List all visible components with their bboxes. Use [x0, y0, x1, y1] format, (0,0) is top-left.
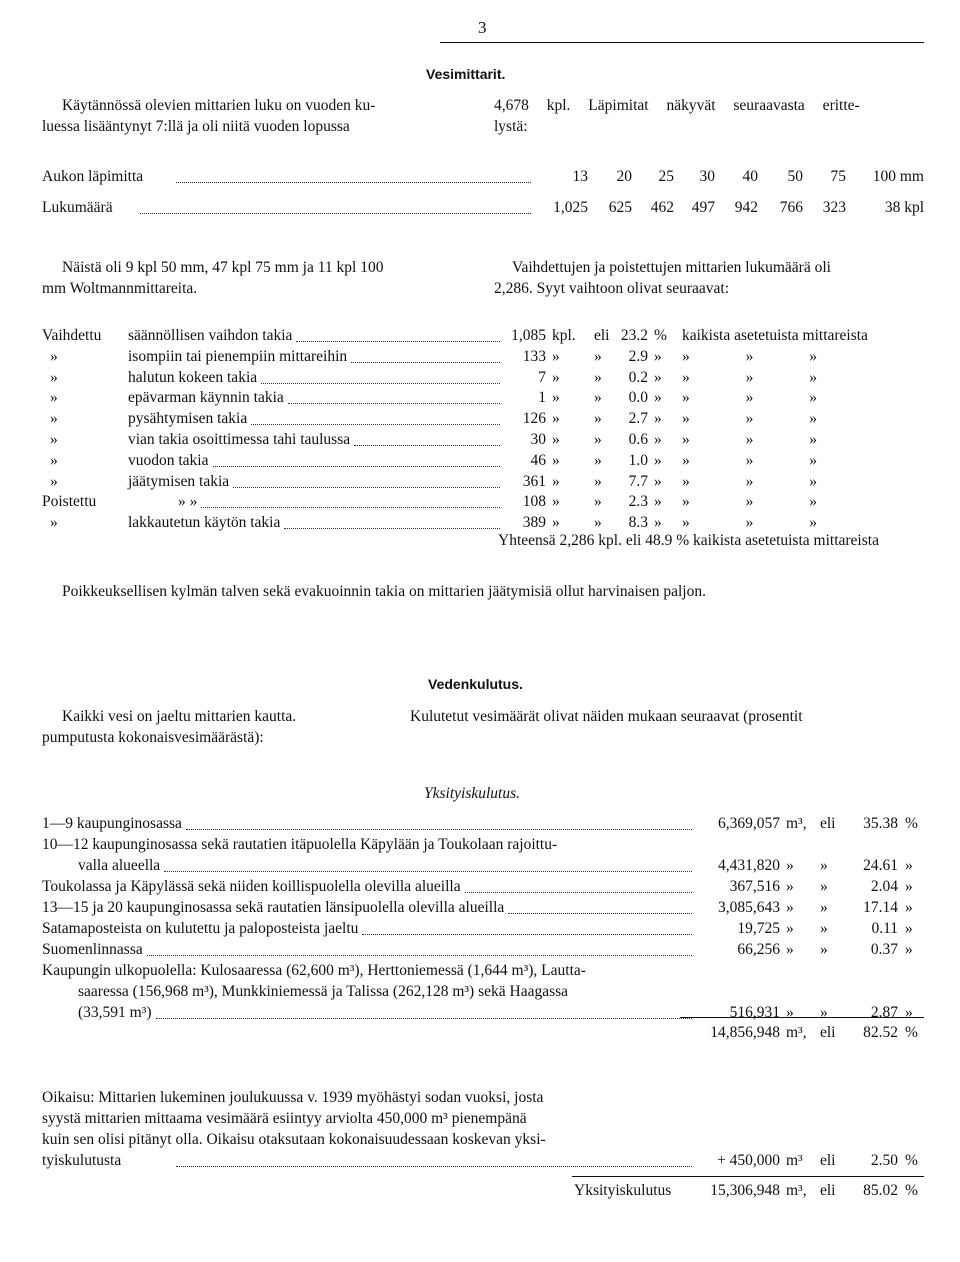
consumption-eli: »: [820, 878, 828, 895]
row-count: 108: [522, 493, 546, 510]
correction-line1: Oikaisu: Mittarien lukeminen joulukuussa v. 1939 myöhästyi sodan vuoksi, josta: [42, 1089, 544, 1106]
consumption-intro-left: Kaikki vesi on jaeltu mittarien kautta.: [62, 708, 297, 725]
row-reason: » »: [178, 493, 198, 510]
row-reason: isompiin tai pienempiin mittareihin: [128, 348, 348, 365]
row-tail: » » »: [682, 452, 817, 469]
row-prefix: »: [50, 452, 58, 469]
leader-dots: [354, 445, 500, 446]
count-value: 497: [691, 199, 715, 216]
consumption-amount: 66,256: [737, 941, 780, 958]
count-value: 38 kpl: [884, 199, 924, 216]
row-reason: halutun kokeen takia: [128, 369, 258, 386]
row-eli: »: [594, 348, 602, 365]
leader-dots: [362, 934, 692, 935]
row-reason: epävarman käynnin takia: [128, 389, 284, 406]
leader-dots: [156, 1018, 692, 1019]
final-rule: [572, 1176, 924, 1177]
leader-dots: [213, 466, 500, 467]
row-unit: kpl.: [552, 327, 576, 344]
correction-line3: kuin sen olisi pitänyt olla. Oikaisu otaksutaan kokonaisuudessaan koskevan yksi-: [42, 1131, 546, 1148]
consumption-pct-unit: »: [905, 857, 913, 874]
consumption-pct: 0.11: [871, 920, 898, 937]
consumption-label: saaressa (156,968 m³), Munkkiniemessä ja Talissa (262,128 m³) sekä Haagassa: [78, 983, 569, 1000]
row-pct-unit: »: [654, 389, 662, 406]
consumption-eli: »: [820, 920, 828, 937]
total-amount: 14,856,948: [710, 1024, 780, 1041]
final-pct: 85.02: [863, 1182, 898, 1199]
consumption-eli: eli: [820, 815, 836, 832]
consumption-unit: »: [786, 941, 794, 958]
row-eli: »: [594, 514, 602, 531]
consumption-unit: »: [786, 1004, 794, 1021]
intro-left-line2: luessa lisääntynyt 7:llä ja oli niitä vuoden lopussa: [42, 118, 350, 135]
row-count: 361: [522, 473, 546, 490]
consumption-pct: 35.38: [863, 815, 898, 832]
row-unit: »: [552, 369, 560, 386]
correction-line2: syystä mittarien mittaama vesimäärä esiintyy arviolta 450,000 m³ pienempänä: [42, 1110, 527, 1127]
final-pct-unit: %: [905, 1182, 918, 1199]
consumption-intro-line2: pumputusta kokonaisvesimäärästä):: [42, 729, 264, 746]
exceptional-note: Poikkeuksellisen kylmän talven sekä evakuoinnin takia on mittarien jäätymisiä ollut harvinaisen paljon.: [62, 583, 706, 600]
correction-eli: eli: [820, 1152, 836, 1169]
leader-dots: [201, 507, 500, 508]
final-amount: 15,306,948: [710, 1182, 780, 1199]
row-count: 1,085: [511, 327, 546, 344]
sum-rule: [680, 1017, 924, 1018]
final-unit: m³,: [786, 1182, 807, 1199]
correction-pct: 2.50: [870, 1152, 898, 1169]
row-tail: » » »: [682, 410, 817, 427]
row-unit: »: [552, 348, 560, 365]
consumption-label: (33,591 m³): [78, 1004, 152, 1021]
total-pct-unit: %: [905, 1024, 918, 1041]
row-tail: » » »: [682, 369, 817, 386]
count-value: 1,025: [553, 199, 588, 216]
leader-dots: [261, 383, 500, 384]
row-pct-unit: »: [654, 514, 662, 531]
row-eli: eli: [594, 327, 610, 344]
row-pct: 0.6: [628, 431, 648, 448]
count-value: 942: [734, 199, 758, 216]
row-eli: »: [594, 369, 602, 386]
consumption-label: valla alueella: [78, 857, 161, 874]
correction-amount: + 450,000: [717, 1152, 780, 1169]
consumption-amount: 367,516: [729, 878, 780, 895]
row-prefix: Vaihdettu: [42, 327, 102, 344]
subsection-title: Yksityiskulutus.: [424, 785, 521, 802]
row-reason: lakkautetun käytön takia: [128, 514, 281, 531]
consumption-label: Suomenlinnassa: [42, 941, 143, 958]
intro-right-line1: 4,678 kpl. Läpimitat näkyvät seuraavasta eritte-: [494, 97, 860, 114]
consumption-pct: 2.87: [870, 1004, 898, 1021]
count-value: 323: [822, 199, 846, 216]
correction-line4: tyiskulutusta: [42, 1152, 122, 1169]
consumption-intro-right: Kulutetut vesimäärät olivat näiden mukaan seuraavat (prosentit: [410, 708, 803, 725]
row-pct-unit: »: [654, 473, 662, 490]
consumption-eli: »: [820, 857, 828, 874]
consumption-pct-unit: »: [905, 878, 913, 895]
row-unit: »: [552, 452, 560, 469]
row-eli: »: [594, 410, 602, 427]
row-pct-unit: »: [654, 452, 662, 469]
row-pct: 7.7: [628, 473, 648, 490]
row-unit: »: [552, 389, 560, 406]
row-unit: »: [552, 410, 560, 427]
count-value: 766: [779, 199, 803, 216]
leader-dots: [351, 362, 500, 363]
row-pct-unit: »: [654, 348, 662, 365]
row-eli: »: [594, 452, 602, 469]
row-prefix: Poistettu: [42, 493, 97, 510]
correction-pct-unit: %: [905, 1152, 918, 1169]
consumption-pct-unit: »: [905, 920, 913, 937]
count-value: 462: [650, 199, 674, 216]
page-number: 3: [478, 18, 487, 37]
total-eli: eli: [820, 1024, 836, 1041]
consumption-pct: 24.61: [863, 857, 898, 874]
row-pct: 8.3: [628, 514, 648, 531]
row-reason: jäätymisen takia: [128, 473, 230, 490]
diameter-value: 25: [658, 168, 674, 185]
diameter-value: 75: [830, 168, 846, 185]
row-prefix: »: [50, 410, 58, 427]
row-count: 1: [538, 389, 546, 406]
row-reason: säännöllisen vaihdon takia: [128, 327, 293, 344]
diameter-value: 20: [616, 168, 632, 185]
replacement-total: Yhteensä 2,286 kpl. eli 48.9 % kaikista asetetuista mittareista: [498, 532, 879, 549]
row-tail: » » »: [682, 431, 817, 448]
row-pct: 23.2: [620, 327, 648, 344]
consumption-amount: 19,725: [737, 920, 780, 937]
row-unit: »: [552, 431, 560, 448]
row-pct-unit: »: [654, 493, 662, 510]
consumption-pct-unit: »: [905, 1004, 913, 1021]
para2-left-line2: mm Woltmannmittareita.: [42, 280, 198, 297]
row-prefix: »: [50, 514, 58, 531]
row-pct: 2.3: [628, 493, 648, 510]
consumption-eli: »: [820, 941, 828, 958]
consumption-label: 10—12 kaupunginosassa sekä rautatien itäpuolella Käpylään ja Toukolaan rajoittu-: [42, 836, 558, 853]
consumption-label: Satamaposteista on kulutettu ja paloposteista jaeltu: [42, 920, 359, 937]
consumption-label: 13—15 ja 20 kaupunginosassa sekä rautatien länsipuolella olevilla alueilla: [42, 899, 505, 916]
leader-dots: [288, 403, 500, 404]
row-prefix: »: [50, 369, 58, 386]
consumption-amount: 516,931: [729, 1004, 780, 1021]
row-reason: vian takia osoittimessa tahi taulussa: [128, 431, 351, 448]
row-tail: » » »: [682, 348, 817, 365]
row-pct-unit: »: [654, 410, 662, 427]
row-tail: kaikista asetetuista mittareista: [682, 327, 868, 344]
consumption-unit: »: [786, 899, 794, 916]
para2-right-line2: 2,286. Syyt vaihtoon olivat seuraavat:: [494, 280, 730, 297]
leader-dots: [147, 955, 692, 956]
consumption-label: 1—9 kaupunginosassa: [42, 815, 182, 832]
row-count: 7: [538, 369, 546, 386]
leader-dots: [233, 487, 500, 488]
intro-right-line2: lystä:: [494, 118, 528, 135]
row-count: 389: [522, 514, 546, 531]
row-pct: 2.9: [628, 348, 648, 365]
row-prefix: »: [50, 431, 58, 448]
consumption-amount: 3,085,643: [718, 899, 780, 916]
correction-unit: m³: [786, 1152, 803, 1169]
intro-left-line1: Käytännössä olevien mittarien luku on vuoden ku-: [62, 97, 376, 114]
consumption-unit: »: [786, 878, 794, 895]
row-eli: »: [594, 493, 602, 510]
row-pct-unit: »: [654, 431, 662, 448]
header-rule: [440, 42, 924, 43]
consumption-unit: m³,: [786, 815, 807, 832]
diameter-value: 40: [742, 168, 758, 185]
row-tail: » » »: [682, 514, 817, 531]
section-title-consumption: Vedenkulutus.: [428, 676, 523, 692]
consumption-pct-unit: %: [905, 815, 918, 832]
row-prefix: »: [50, 348, 58, 365]
row-pct: 0.2: [628, 369, 648, 386]
final-eli: eli: [820, 1182, 836, 1199]
para2-left-line1: Näistä oli 9 kpl 50 mm, 47 kpl 75 mm ja 11 kpl 100: [62, 259, 384, 276]
consumption-eli: »: [820, 1004, 828, 1021]
row-eli: »: [594, 431, 602, 448]
diameter-value: 50: [787, 168, 803, 185]
row-pct-unit: %: [654, 327, 667, 344]
row-count: 30: [530, 431, 546, 448]
row-tail: » » »: [682, 473, 817, 490]
count-label: Lukumäärä: [42, 199, 113, 216]
row-count: 126: [522, 410, 546, 427]
row-pct-unit: »: [654, 369, 662, 386]
row-count: 133: [522, 348, 546, 365]
consumption-unit: »: [786, 920, 794, 937]
row-tail: » » »: [682, 389, 817, 406]
diameter-label: Aukon läpimitta: [42, 168, 144, 185]
row-eli: »: [594, 389, 602, 406]
consumption-label: Kaupungin ulkopuolella: Kulosaaressa (62,600 m³), Herttoniemessä (1,644 m³), Lautta-: [42, 962, 586, 979]
row-unit: »: [552, 473, 560, 490]
leader-dots: [251, 424, 500, 425]
consumption-amount: 6,369,057: [718, 815, 780, 832]
leader-dots: [186, 829, 692, 830]
consumption-pct-unit: »: [905, 941, 913, 958]
section-title-meters: Vesimittarit.: [426, 66, 506, 82]
leader-dots: [296, 341, 500, 342]
total-unit: m³,: [786, 1024, 807, 1041]
leader-dots: [176, 182, 531, 183]
leader-dots: [140, 213, 531, 214]
leader-dots: [465, 892, 692, 893]
consumption-pct: 2.04: [870, 878, 898, 895]
row-reason: vuodon takia: [128, 452, 209, 469]
row-pct: 1.0: [628, 452, 648, 469]
total-pct: 82.52: [863, 1024, 898, 1041]
final-label: Yksityiskulutus: [574, 1182, 672, 1199]
leader-dots: [508, 913, 692, 914]
row-pct: 0.0: [628, 389, 648, 406]
leader-dots: [164, 871, 692, 872]
consumption-amount: 4,431,820: [718, 857, 780, 874]
row-unit: »: [552, 514, 560, 531]
diameter-value: 100 mm: [872, 168, 924, 185]
diameter-value: 30: [699, 168, 715, 185]
leader-dots: [284, 528, 500, 529]
consumption-pct: 0.37: [870, 941, 898, 958]
diameter-value: 13: [572, 168, 588, 185]
row-pct: 2.7: [628, 410, 648, 427]
consumption-unit: »: [786, 857, 794, 874]
consumption-pct: 17.14: [863, 899, 898, 916]
leader-dots: [176, 1166, 692, 1167]
row-count: 46: [530, 452, 546, 469]
count-value: 625: [608, 199, 632, 216]
row-unit: »: [552, 493, 560, 510]
row-prefix: »: [50, 389, 58, 406]
row-tail: » » »: [682, 493, 817, 510]
row-reason: pysähtymisen takia: [128, 410, 248, 427]
row-prefix: »: [50, 473, 58, 490]
consumption-label: Toukolassa ja Käpylässä sekä niiden koillispuolella olevilla alueilla: [42, 878, 461, 895]
para2-right-line1: Vaihdettujen ja poistettujen mittarien lukumäärä oli: [512, 259, 831, 276]
consumption-eli: »: [820, 899, 828, 916]
row-eli: »: [594, 473, 602, 490]
consumption-pct-unit: »: [905, 899, 913, 916]
